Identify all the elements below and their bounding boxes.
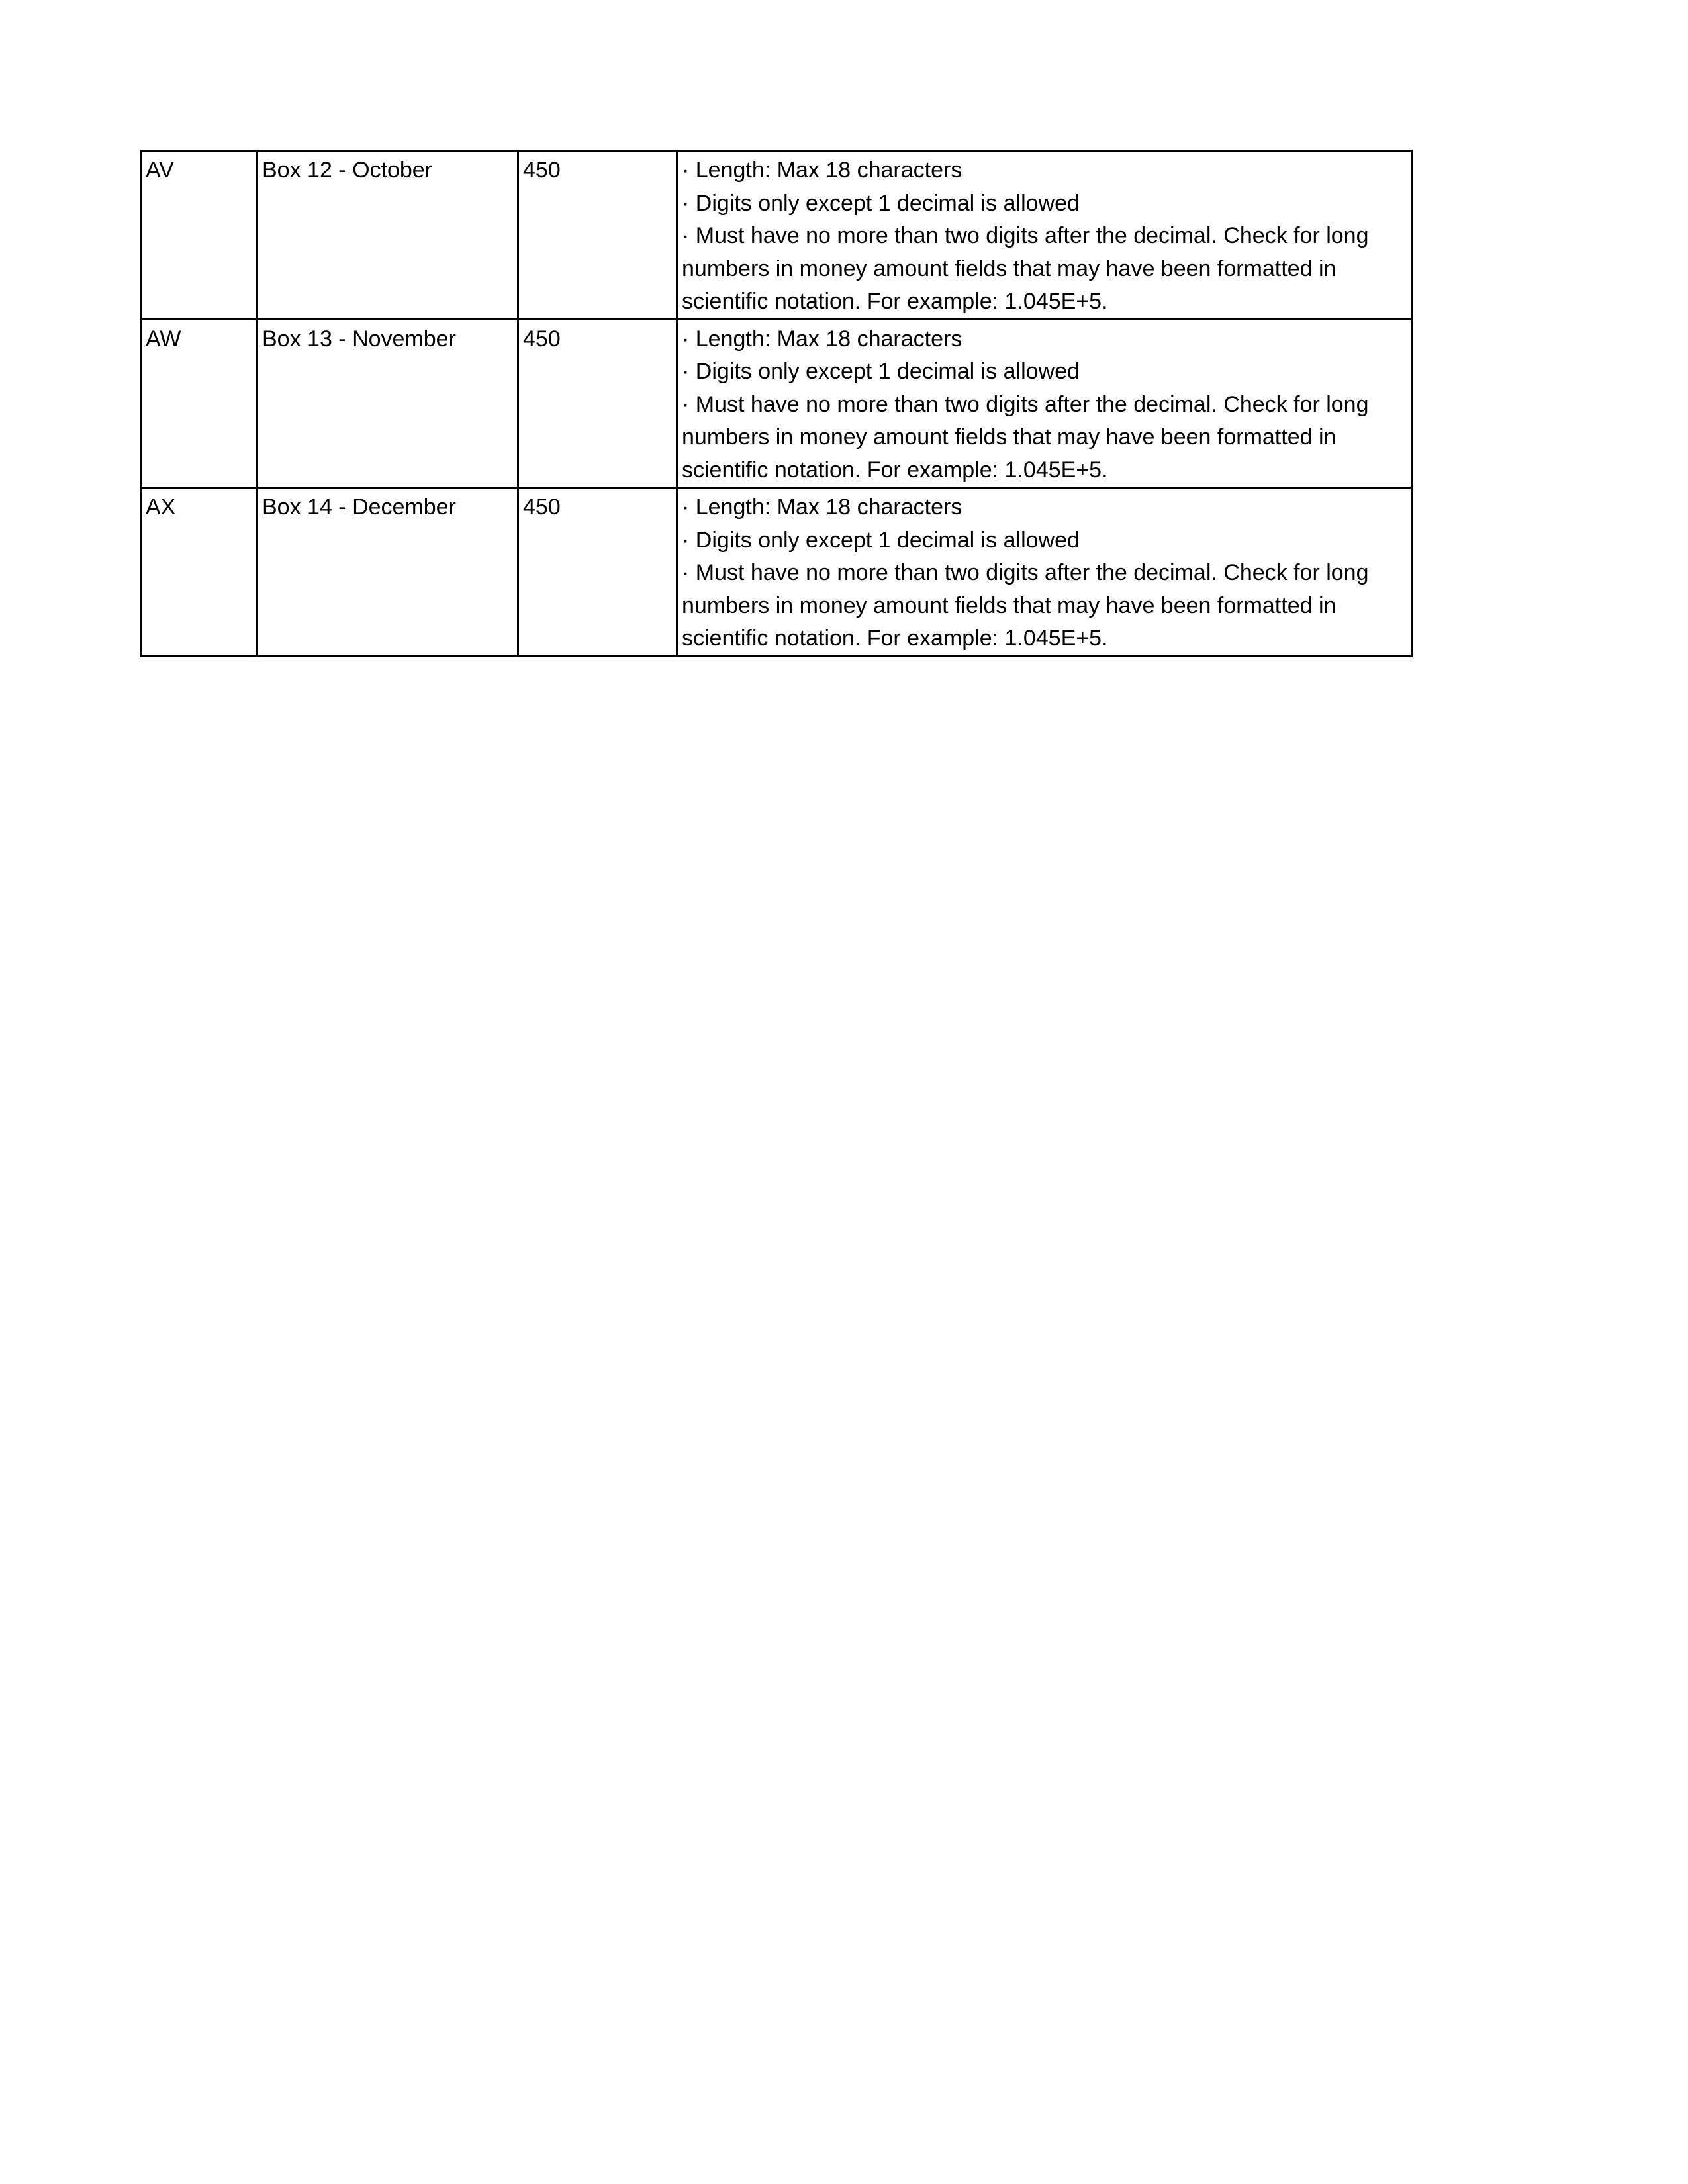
rules-cell: [677, 319, 1412, 488]
rule-line: · Length: Max 18 characters: [682, 495, 962, 520]
rule-line: · Digits only except 1 decimal is allowed: [682, 359, 1080, 384]
column-code-cell: AV: [141, 151, 258, 320]
rule-line: · Must have no more than two digits after the decimal. Check for long numbers in money amount fields that may have been formatted in scientific notation. For example: 1.045E+5.: [682, 391, 1369, 483]
position-cell: 450: [518, 319, 677, 488]
rule-line: · Digits only except 1 decimal is allowed: [682, 190, 1080, 216]
rule-line: · Length: Max 18 characters: [682, 158, 962, 183]
rule-line: · Digits only except 1 decimal is allowed: [682, 527, 1080, 553]
rule-line: · Must have no more than two digits after the decimal. Check for long numbers in money amount fields that may have been formatted in scientific notation. For example: 1.045E+5.: [682, 223, 1369, 314]
rules-cell: [677, 488, 1412, 657]
table-row: [141, 151, 1412, 320]
table-row: [141, 488, 1412, 657]
rule-line: · Length: Max 18 characters: [682, 326, 962, 352]
field-name-cell: Box 13 - November: [258, 319, 518, 488]
table-row: [141, 319, 1412, 488]
column-code-cell: AX: [141, 488, 258, 657]
column-code-cell: AW: [141, 319, 258, 488]
field-spec-table: [140, 150, 1413, 657]
field-name-cell: Box 12 - October: [258, 151, 518, 320]
rules-cell: [677, 151, 1412, 320]
rule-line: · Must have no more than two digits after the decimal. Check for long numbers in money amount fields that may have been formatted in scientific notation. For example: 1.045E+5.: [682, 560, 1369, 651]
field-name-cell: Box 14 - December: [258, 488, 518, 657]
position-cell: 450: [518, 151, 677, 320]
position-cell: 450: [518, 488, 677, 657]
